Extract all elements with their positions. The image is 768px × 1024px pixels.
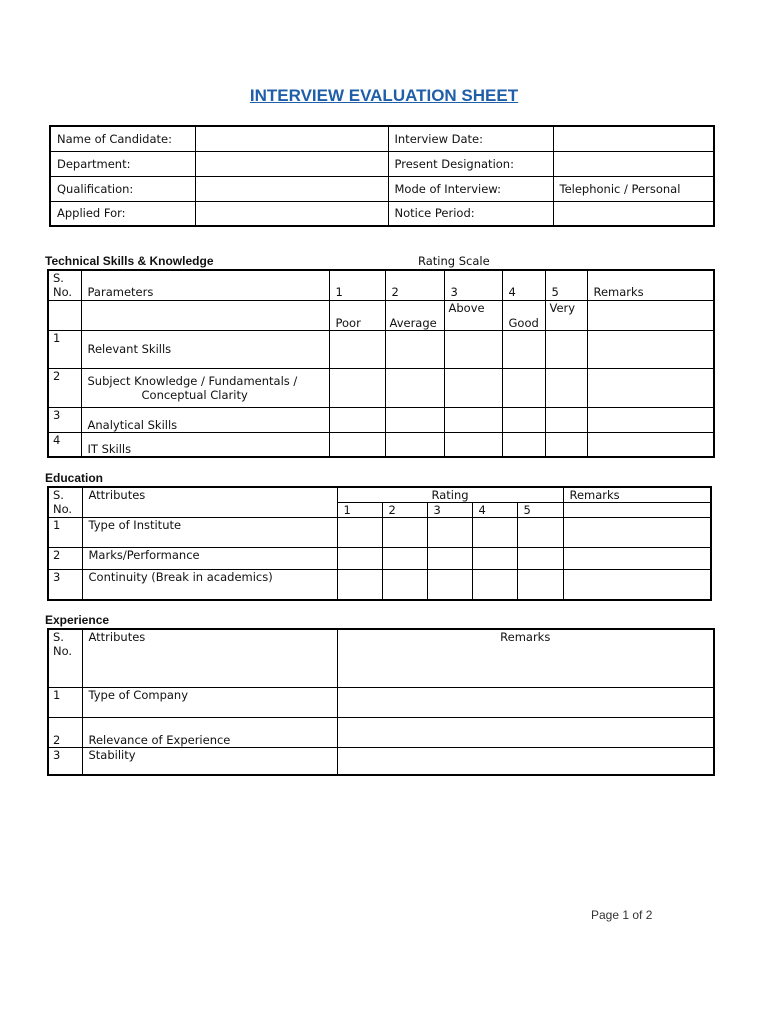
rating-4-header: 4: [472, 503, 517, 518]
parameters-header: Parameters: [81, 270, 329, 300]
rating-cell[interactable]: [337, 518, 382, 548]
rating-cell[interactable]: [545, 407, 587, 432]
row-number: 1: [48, 687, 82, 717]
education-heading: Education: [45, 471, 104, 485]
education-table: [47, 486, 712, 601]
rating-3-header: 3: [444, 270, 502, 300]
rating-cell[interactable]: [502, 368, 545, 407]
rating-scale-label: Rating Scale: [418, 254, 490, 268]
name-of-candidate-field[interactable]: [195, 126, 388, 151]
rating-cell[interactable]: [382, 570, 427, 600]
mode-of-interview-field[interactable]: Telephonic / Personal: [553, 176, 714, 201]
rating-cell[interactable]: [517, 518, 563, 548]
attribute-label: Relevance of Experience: [82, 717, 337, 747]
scale-poor: Poor: [329, 300, 385, 330]
parameter-label: Analytical Skills: [81, 407, 329, 432]
remarks-header: Remarks: [337, 629, 714, 687]
remarks-header: Remarks: [587, 270, 714, 300]
experience-heading: Experience: [45, 613, 110, 627]
rating-2-header: 2: [382, 503, 427, 518]
sno-header: S. No.: [48, 270, 81, 300]
row-number: 4: [48, 432, 81, 457]
label-qualification: Qualification:: [50, 176, 195, 201]
page-number: Page 1 of 2: [591, 908, 653, 922]
rating-2-header: 2: [385, 270, 444, 300]
label-department: Department:: [50, 151, 195, 176]
sno-header: S. No.: [48, 629, 82, 687]
rating-5-header: 5: [517, 503, 563, 518]
rating-cell[interactable]: [382, 548, 427, 570]
rating-cell[interactable]: [385, 407, 444, 432]
rating-cell[interactable]: [329, 407, 385, 432]
remarks-header: Remarks: [563, 487, 711, 503]
rating-3-header: 3: [427, 503, 472, 518]
scale-average: Average: [385, 300, 444, 330]
attribute-label: Type of Institute: [82, 518, 337, 548]
row-number: 1: [48, 518, 82, 548]
attribute-label: Type of Company: [82, 687, 337, 717]
rating-cell[interactable]: [444, 407, 502, 432]
remarks-cell[interactable]: [563, 518, 711, 548]
label-mode-of-interview: Mode of Interview:: [388, 176, 553, 201]
qualification-field[interactable]: [195, 176, 388, 201]
rating-cell[interactable]: [337, 570, 382, 600]
rating-cell[interactable]: [329, 330, 385, 368]
label-present-designation: Present Designation:: [388, 151, 553, 176]
attribute-label: Stability: [82, 747, 337, 775]
empty-cell: [587, 300, 714, 330]
interview-date-field[interactable]: [553, 126, 714, 151]
candidate-info-table: [49, 125, 715, 227]
attribute-label: Continuity (Break in academics): [82, 570, 337, 600]
remarks-cell[interactable]: [563, 570, 711, 600]
row-number: 2: [48, 717, 82, 747]
rating-cell[interactable]: [545, 432, 587, 457]
label-name-of-candidate: Name of Candidate:: [50, 126, 195, 151]
attributes-header: Attributes: [82, 629, 337, 687]
department-field[interactable]: [195, 151, 388, 176]
scale-very: Very: [545, 300, 587, 330]
rating-cell[interactable]: [385, 368, 444, 407]
remarks-cell[interactable]: [587, 368, 714, 407]
rating-cell[interactable]: [444, 368, 502, 407]
rating-1-header: 1: [337, 503, 382, 518]
notice-period-field[interactable]: [553, 201, 714, 226]
technical-skills-table: [47, 269, 715, 458]
rating-cell[interactable]: [517, 548, 563, 570]
sno-header: S. No.: [48, 487, 82, 518]
rating-cell[interactable]: [472, 548, 517, 570]
parameter-label-line1: Subject Knowledge / Fundamentals /: [87, 373, 298, 388]
scale-good: Good: [502, 300, 545, 330]
rating-cell[interactable]: [427, 570, 472, 600]
rating-cell[interactable]: [502, 432, 545, 457]
rating-header: Rating: [337, 487, 563, 503]
row-number: 1: [48, 330, 81, 368]
remarks-cell[interactable]: [337, 747, 714, 775]
label-notice-period: Notice Period:: [388, 201, 553, 226]
experience-table: [47, 628, 715, 776]
rating-1-header: 1: [329, 270, 385, 300]
remarks-cell[interactable]: [587, 432, 714, 457]
remarks-cell[interactable]: [337, 687, 714, 717]
rating-4-header: 4: [502, 270, 545, 300]
empty-cell: [48, 300, 81, 330]
remarks-cell[interactable]: [563, 548, 711, 570]
parameter-label-line2: Conceptual Clarity: [141, 387, 248, 402]
row-number: 3: [48, 747, 82, 775]
label-interview-date: Interview Date:: [388, 126, 553, 151]
rating-cell[interactable]: [502, 407, 545, 432]
rating-cell[interactable]: [502, 330, 545, 368]
rating-cell[interactable]: [337, 548, 382, 570]
scale-above: Above: [444, 300, 502, 330]
rating-cell[interactable]: [545, 368, 587, 407]
row-number: 3: [48, 570, 82, 600]
row-number: 2: [48, 548, 82, 570]
applied-for-field[interactable]: [195, 201, 388, 226]
rating-cell[interactable]: [385, 330, 444, 368]
rating-cell[interactable]: [427, 518, 472, 548]
parameter-label: [81, 368, 329, 407]
row-number: 2: [48, 368, 81, 407]
remarks-cell[interactable]: [587, 330, 714, 368]
empty-cell: [81, 300, 329, 330]
rating-cell[interactable]: [329, 432, 385, 457]
present-designation-field[interactable]: [553, 151, 714, 176]
rating-cell[interactable]: [444, 432, 502, 457]
technical-skills-heading: Technical Skills & Knowledge: [45, 254, 214, 268]
attribute-label: Marks/Performance: [82, 548, 337, 570]
parameter-label: IT Skills: [81, 432, 329, 457]
rating-cell[interactable]: [517, 570, 563, 600]
rating-cell[interactable]: [444, 330, 502, 368]
row-number: 3: [48, 407, 81, 432]
rating-cell[interactable]: [427, 548, 472, 570]
rating-cell[interactable]: [545, 330, 587, 368]
page-title: INTERVIEW EVALUATION SHEET: [249, 86, 519, 105]
rating-cell[interactable]: [472, 518, 517, 548]
label-applied-for: Applied For:: [50, 201, 195, 226]
rating-cell[interactable]: [329, 368, 385, 407]
rating-cell[interactable]: [472, 570, 517, 600]
attributes-header: Attributes: [82, 487, 337, 518]
rating-5-header: 5: [545, 270, 587, 300]
remarks-subheader: [563, 503, 711, 518]
rating-cell[interactable]: [385, 432, 444, 457]
parameter-label: Relevant Skills: [81, 330, 329, 368]
remarks-cell[interactable]: [587, 407, 714, 432]
remarks-cell[interactable]: [337, 717, 714, 747]
rating-cell[interactable]: [382, 518, 427, 548]
